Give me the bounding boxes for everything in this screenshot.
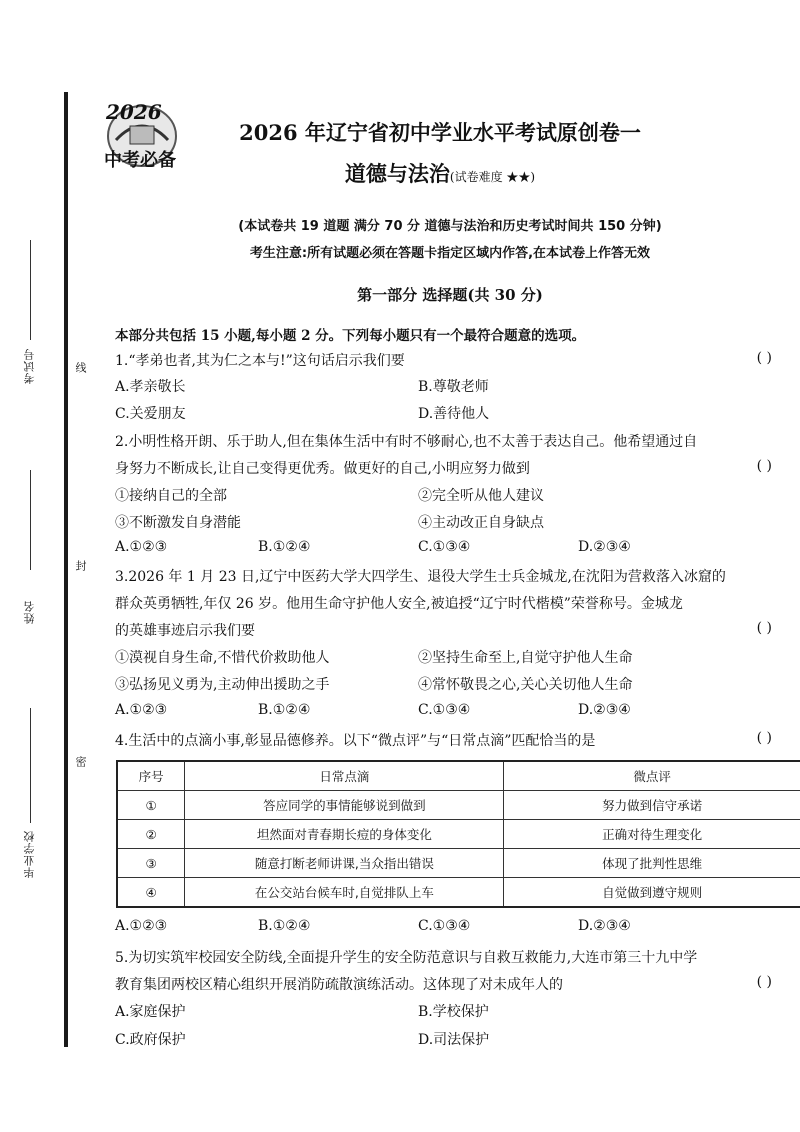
q4-option-d: D.②③④ — [578, 918, 631, 934]
table-header-cell: 序号 — [117, 761, 185, 791]
table-cell: 答应同学的事情能够说到做到 — [185, 791, 504, 820]
table-cell: 随意打断老师讲课,当众指出错误 — [185, 849, 504, 878]
q3-statement-3: ③弘扬见义勇为,主动伸出援助之手 — [115, 677, 330, 693]
instructions: 本部分共包括 15 小题,每小题 2 分。下列每小题只有一个最符合题意的选项。 — [115, 328, 586, 344]
table-cell: 坦然面对青春期长痘的身体变化 — [185, 820, 504, 849]
seal-mark: 封 — [74, 560, 87, 571]
table-row — [117, 820, 800, 849]
q3-option-b: B.①②④ — [258, 702, 311, 718]
table-cell: 努力做到信守承诺 — [504, 791, 800, 820]
exam-no-rule — [30, 240, 31, 340]
name-rule — [30, 470, 31, 570]
q3-option-c: C.①③④ — [418, 702, 471, 718]
seal-line-mark: 线 — [74, 362, 87, 373]
exam-notice: 考生注意:所有试题必须在答题卡指定区域内作答,在本试卷上作答无效 — [249, 246, 651, 261]
q1-option-c: C.关爱朋友 — [115, 406, 186, 422]
q2-statement-2: ②完全听从他人建议 — [418, 488, 544, 504]
q4-option-c: C.①③④ — [418, 918, 471, 934]
q3-option-d: D.②③④ — [578, 702, 631, 718]
section-title: 第一部分 选择题(共 30 分) — [357, 286, 543, 304]
table-cell: 自觉做到遵守规则 — [504, 878, 800, 908]
logo-text: 中考必备 — [104, 150, 176, 171]
q1-option-d: D.善待他人 — [418, 406, 490, 422]
table-cell: ③ — [117, 849, 185, 878]
q5-stem-line1: 5.为切实筑牢校园安全防线,全面提升学生的安全防范意识与自救互救能力,大连市第三十九中学 — [115, 950, 698, 966]
name-label: 姓名 — [23, 600, 36, 624]
school-label: 毕业学校 — [23, 830, 36, 878]
q3-stem-line2: 群众英勇牺牲,年仅 26 岁。他用生命守护他人安全,被追授“辽宁时代楷模”荣誉称号。金城龙 — [115, 596, 683, 612]
exam-info: (本试卷共 19 道题 满分 70 分 道德与法治和历史考试时间共 150 分钟) — [238, 219, 662, 234]
table-row — [117, 849, 800, 878]
q2-option-a: A.①②③ — [115, 539, 168, 555]
q5-stem-line2: 教育集团两校区精心组织开展消防疏散演练活动。这体现了对未成年人的 — [115, 977, 563, 993]
q3-statement-4: ④常怀敬畏之心,关心关切他人生命 — [418, 677, 633, 693]
exam-logo — [96, 92, 188, 176]
table-cell: ④ — [117, 878, 185, 908]
table-header-cell: 微点评 — [504, 761, 800, 791]
q2-answer-paren: ( ) — [756, 458, 772, 474]
q4-stem: 4.生活中的点滴小事,彰显品德修养。以下“微点评”与“日常点滴”匹配恰当的是 — [115, 733, 596, 749]
q5-option-c: C.政府保护 — [115, 1032, 186, 1048]
table-cell: 在公交站台候车时,自觉排队上车 — [185, 878, 504, 908]
table-cell: ② — [117, 820, 185, 849]
table-header-row — [117, 761, 800, 791]
q1-answer-paren: ( ) — [756, 350, 772, 366]
logo-year: 2026 — [106, 100, 162, 124]
binding-line — [64, 92, 68, 1047]
q4-option-a: A.①②③ — [115, 918, 168, 934]
q2-option-d: D.②③④ — [578, 539, 631, 555]
difficulty-label: (试卷难度 ★★) — [449, 170, 536, 184]
table-cell: ① — [117, 791, 185, 820]
q4-table — [116, 760, 800, 908]
q5-option-d: D.司法保护 — [418, 1032, 490, 1048]
q2-statement-3: ③不断激发自身潜能 — [115, 515, 241, 531]
q2-statement-1: ①接纳自己的全部 — [115, 488, 227, 504]
q5-option-b: B.学校保护 — [418, 1004, 489, 1020]
q2-statement-4: ④主动改正自身缺点 — [418, 515, 544, 531]
q1-option-b: B.尊敬老师 — [418, 379, 489, 395]
q1-stem: 1.“孝弟也者,其为仁之本与!”这句话启示我们要 — [115, 353, 405, 369]
subject-title — [190, 158, 690, 188]
secret-mark: 密 — [74, 756, 87, 767]
subject-name: 道德与法治 — [344, 161, 450, 186]
table-cell: 体现了批判性思维 — [504, 849, 800, 878]
q2-stem-line2: 身努力不断成长,让自己变得更优秀。做更好的自己,小明应努力做到 — [115, 461, 530, 477]
q4-answer-paren: ( ) — [756, 730, 772, 746]
exam-no-label: 考试号 — [23, 348, 36, 384]
q4-option-b: B.①②④ — [258, 918, 311, 934]
table-header-cell: 日常点滴 — [185, 761, 504, 791]
q3-option-a: A.①②③ — [115, 702, 168, 718]
q2-stem-line1: 2.小明性格开朗、乐于助人,但在集体生活中有时不够耐心,也不太善于表达自己。他希望通过自 — [115, 434, 698, 450]
q2-option-b: B.①②④ — [258, 539, 311, 555]
table-cell: 正确对待生理变化 — [504, 820, 800, 849]
school-rule — [30, 708, 31, 823]
q1-option-a: A.孝亲敬长 — [115, 379, 186, 395]
table-row — [117, 791, 800, 820]
q3-statement-2: ②坚持生命至上,自觉守护他人生命 — [418, 650, 633, 666]
q3-statement-1: ①漠视自身生命,不惜代价救助他人 — [115, 650, 330, 666]
q2-option-c: C.①③④ — [418, 539, 471, 555]
q3-stem-line3: 的英雄事迹启示我们要 — [115, 623, 255, 639]
q3-stem-line1: 3.2026 年 1 月 23 日,辽宁中医药大学大四学生、退役大学生士兵金城龙,在沈阳为营救落入冰窟的 — [115, 569, 726, 585]
page-title: 2026 年辽宁省初中学业水平考试原创卷一 — [239, 120, 641, 145]
q5-option-a: A.家庭保护 — [115, 1004, 186, 1020]
q5-answer-paren: ( ) — [756, 974, 772, 990]
table-row — [117, 878, 800, 908]
q3-answer-paren: ( ) — [756, 620, 772, 636]
